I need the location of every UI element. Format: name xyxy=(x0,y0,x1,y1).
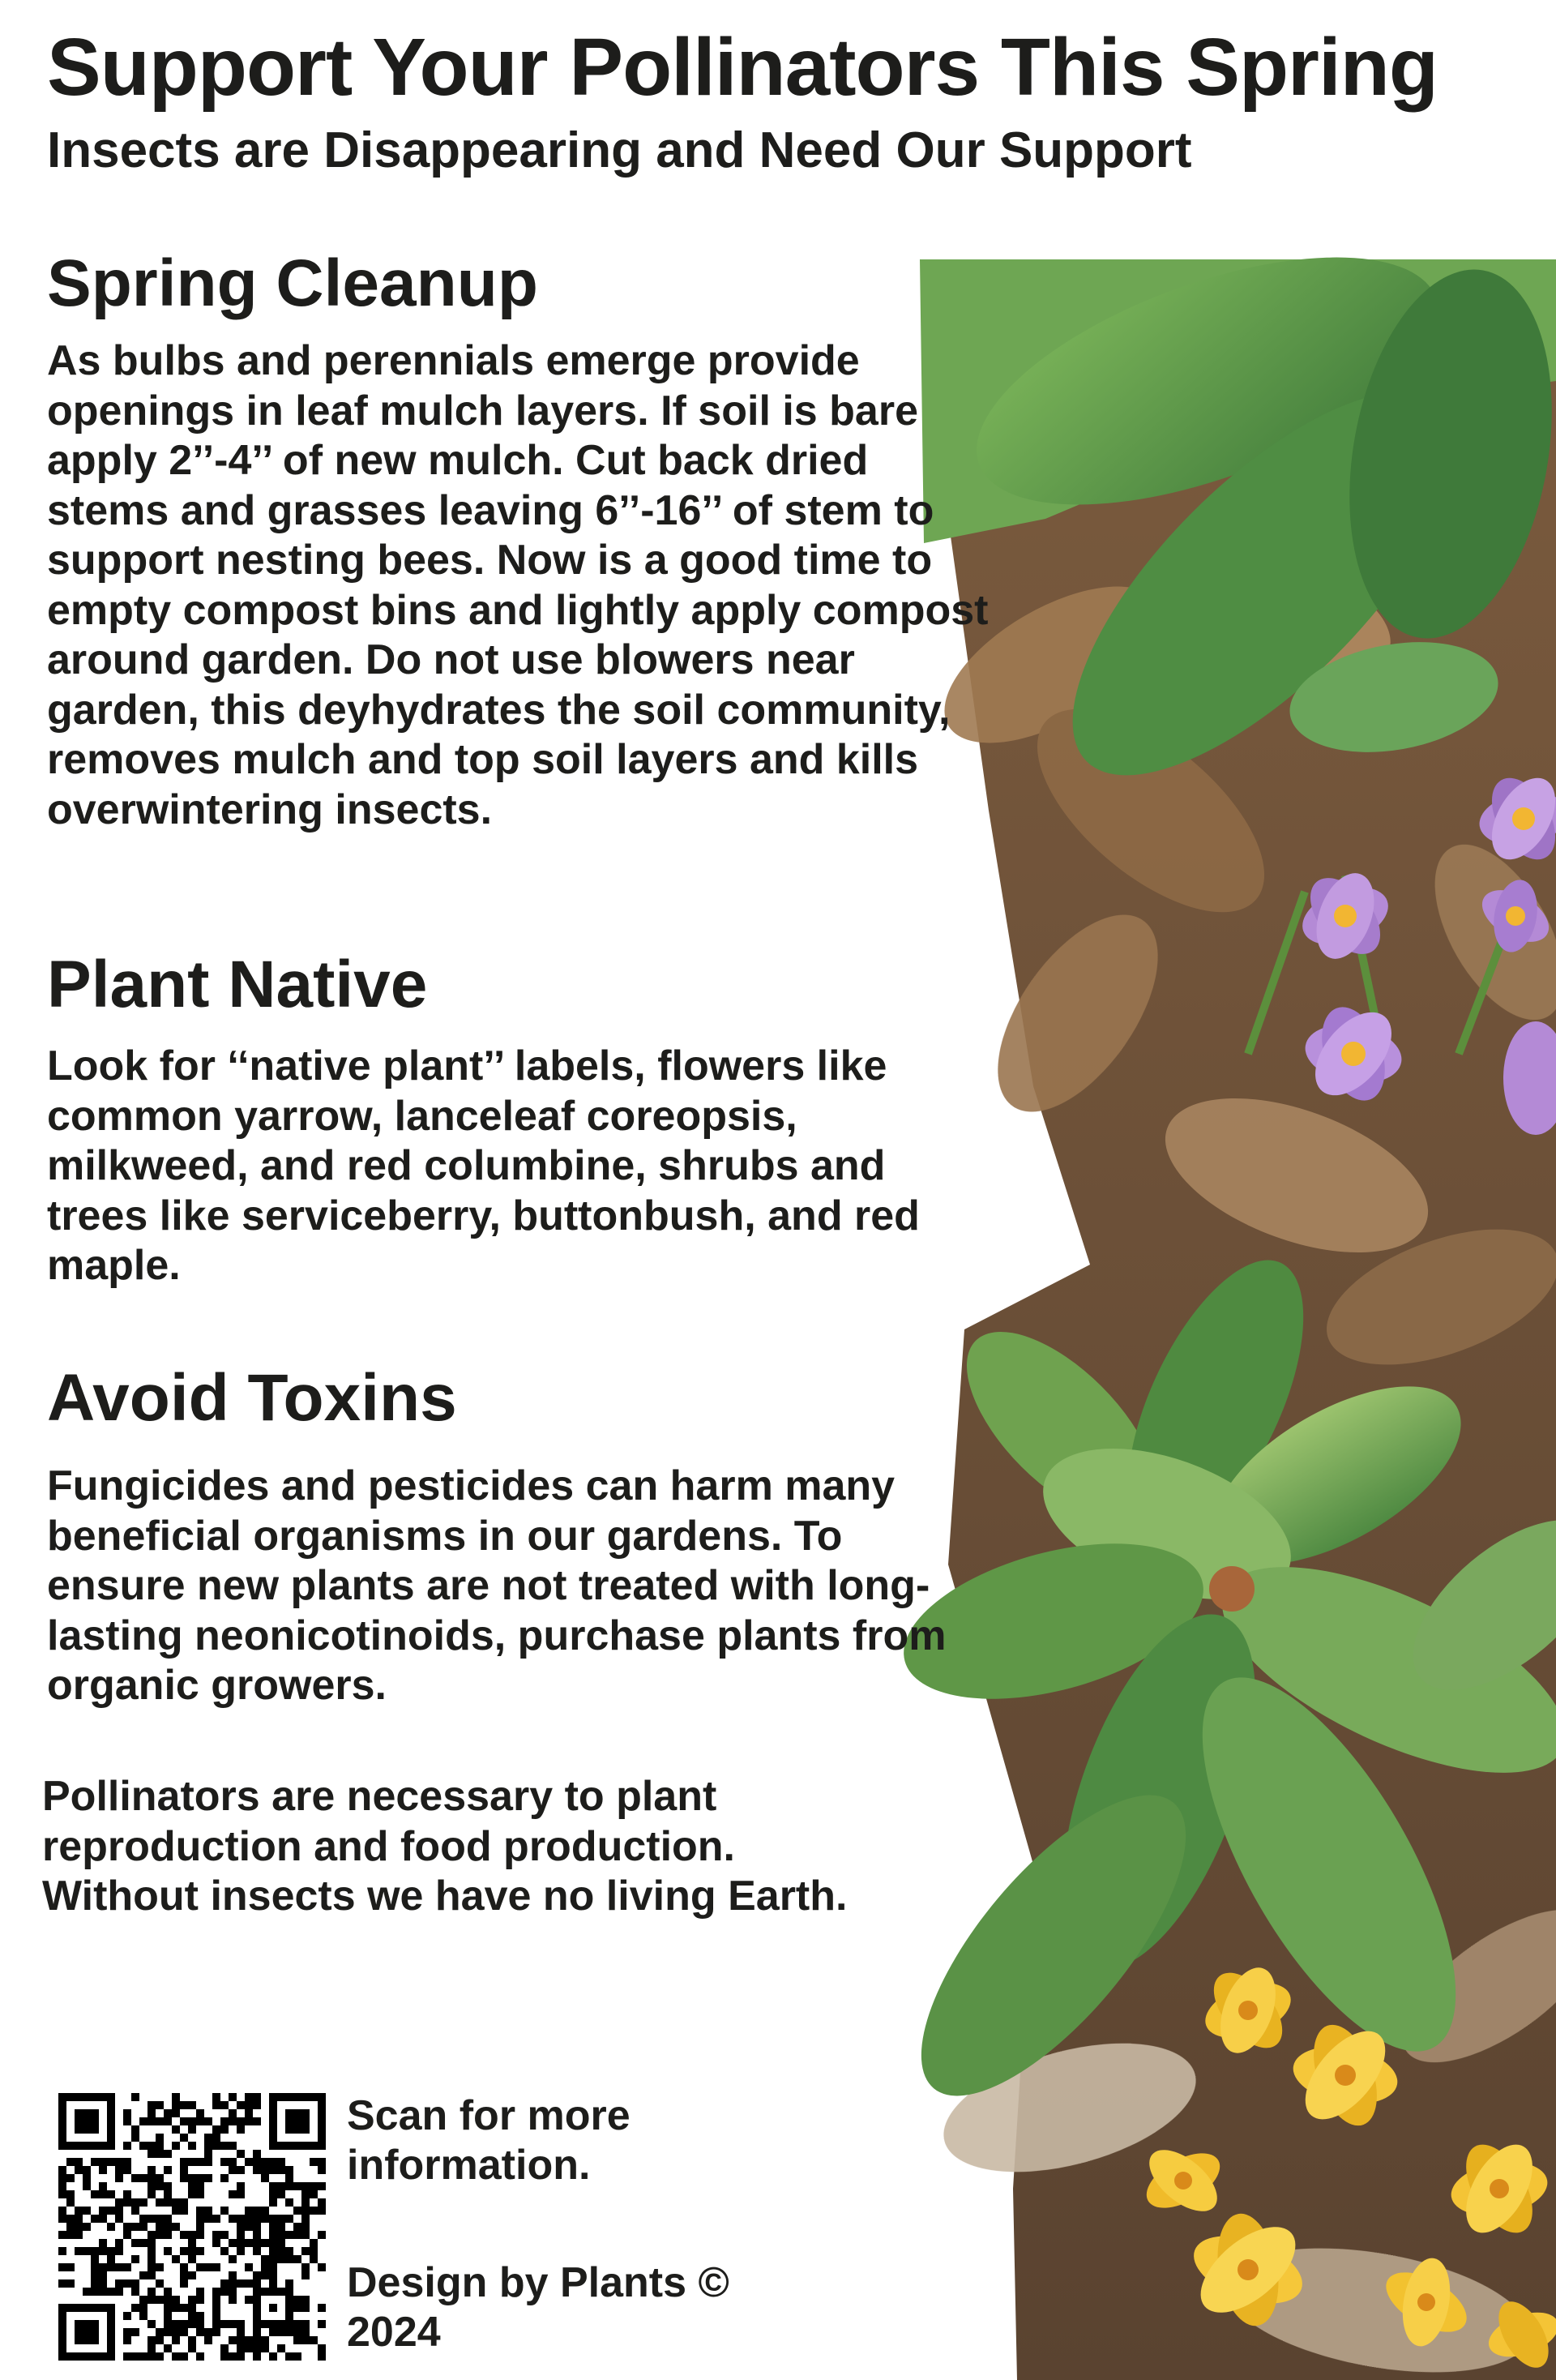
section-title-spring-cleanup: Spring Cleanup xyxy=(47,246,538,320)
section-title-avoid-toxins: Avoid Toxins xyxy=(47,1361,457,1435)
closing-statement: Pollinators are necessary to plant reproduction and food production. Without insects we have no living Earth. xyxy=(42,1773,848,1920)
section-body-avoid-toxins: Fungicides and pesticides can harm many beneficial organisms in our gardens. To ensure new plants are not treated with long-lasting neonicotinoids, purchase plants from organic growers. xyxy=(47,1462,947,1709)
page-subtitle: Insects are Disappearing and Need Our Support xyxy=(47,122,1192,178)
section-title-plant-native: Plant Native xyxy=(47,948,428,1021)
section-body-spring-cleanup: As bulbs and perennials emerge provide openings in leaf mulch layers. If soil is bare apply 2’’-4’’ of new mulch. Cut back dried stems and grasses leaving 6’’-16’’ of stem to support nesting bees. Now is a good time to empty compost bins and lightly apply compost around garden. Do not use blowers near garden, this deyhydrates the soil community, removes mulch and top soil layers and kills overwintering insects. xyxy=(47,337,989,833)
qr-code[interactable] xyxy=(58,2093,326,2361)
scan-instruction: Scan for more information. xyxy=(347,2092,631,2189)
section-body-plant-native: Look for ‘‘native plant’’ labels, flowers like common yarrow, lanceleaf coreopsis, milkweed, and red columbine, shrubs and trees like serviceberry, buttonbush, and red maple. xyxy=(47,1042,920,1289)
page-title: Support Your Pollinators This Spring xyxy=(47,22,1438,113)
design-credit: Design by Plants © 2024 xyxy=(347,2259,729,2356)
